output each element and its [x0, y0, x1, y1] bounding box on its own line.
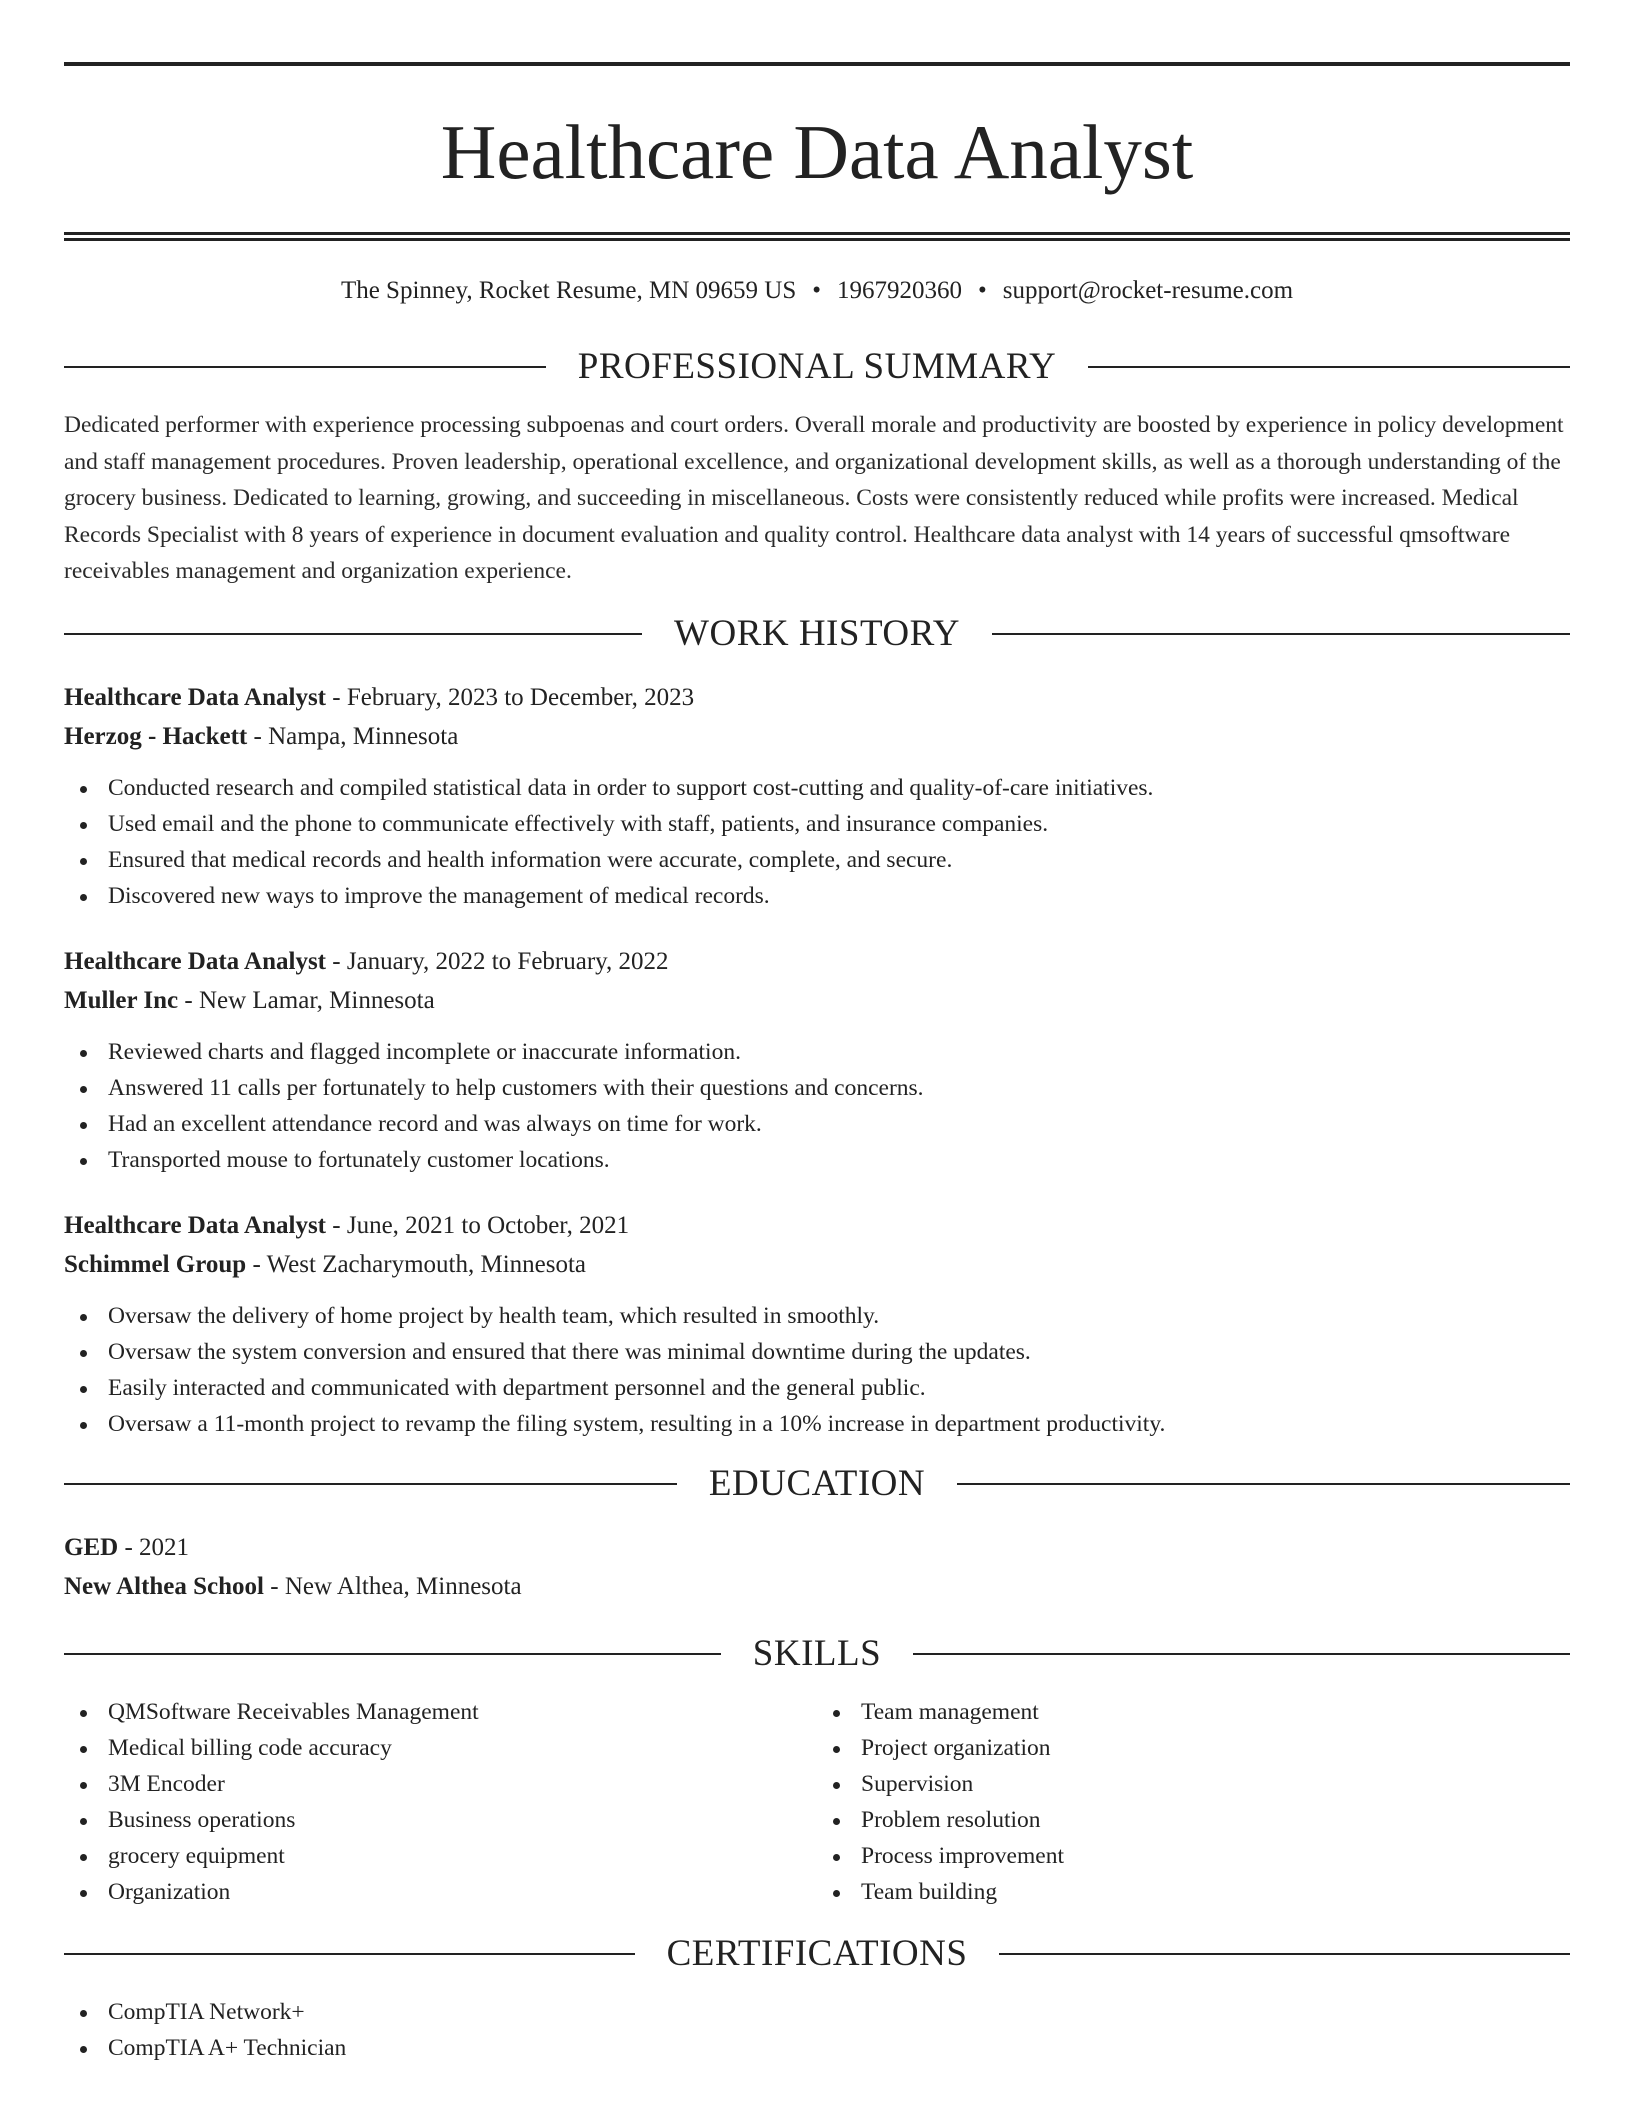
job-company: Muller Inc	[64, 986, 179, 1014]
education-entry	[64, 1528, 1570, 1606]
contact-line	[64, 275, 1570, 307]
section-rule	[999, 1953, 1570, 1955]
contact-email: support@rocket-resume.com	[1002, 277, 1294, 304]
job-bullets	[64, 1298, 1570, 1442]
section-header-work	[64, 612, 1570, 656]
list-item: grocery equipment	[64, 1838, 817, 1874]
job-location: - New Lamar, Minnesota	[178, 986, 435, 1014]
contact-address: The Spinney, Rocket Resume, MN 09659 US	[340, 277, 797, 304]
list-item: Reviewed charts and flagged incomplete or inaccurate information.	[64, 1034, 1570, 1070]
list-item: Had an excellent attendance record and was always on time for work.	[64, 1106, 1570, 1142]
education-degree: GED	[64, 1533, 119, 1561]
list-item: CompTIA A+ Technician	[64, 2030, 1570, 2066]
section-rule	[957, 1483, 1570, 1485]
section-rule	[992, 633, 1570, 635]
section-rule	[64, 1653, 721, 1655]
section-title: EDUCATION	[708, 1462, 926, 1504]
list-item: Project organization	[817, 1730, 1570, 1766]
list-item: Problem resolution	[817, 1802, 1570, 1838]
job-title: Healthcare Data Analyst	[64, 683, 327, 711]
section-title: WORK HISTORY	[674, 612, 960, 654]
section-title: CERTIFICATIONS	[666, 1932, 968, 1974]
education-school: New Althea School	[64, 1572, 264, 1600]
list-item: Ensured that medical records and health information were accurate, complete, and secure.	[64, 842, 1570, 878]
list-item: Conducted research and compiled statistical data in order to support cost-cutting and quality-of-care initiatives.	[64, 770, 1570, 806]
list-item: 3M Encoder	[64, 1766, 817, 1802]
top-rule	[64, 62, 1570, 66]
list-item: Business operations	[64, 1802, 817, 1838]
contact-separator: •	[812, 277, 821, 304]
job-title: Healthcare Data Analyst	[64, 1211, 327, 1239]
section-rule	[64, 1483, 677, 1485]
job-bullets	[64, 1034, 1570, 1178]
summary-text: Dedicated performer with experience processing subpoenas and court orders. Overall morale and productivity are boosted by experience in policy development and staff management procedures. Proven leadership, operational excellence, and organizational development skills, as well as a thorough understanding of the grocery business. Dedicated to learning, growing, and succeeding in miscellaneous. Costs were consistently reduced while profits were increased. Medical Records Specialist with 8 years of experience in document evaluation and quality control. Healthcare data analyst with 14 years of successful qmsoftware receivables management and organization experience.	[64, 412, 1564, 584]
job-title-line	[64, 942, 1570, 981]
list-item: Answered 11 calls per fortunately to help customers with their questions and concerns.	[64, 1070, 1570, 1106]
job-title-line	[64, 1206, 1570, 1245]
job-company-line	[64, 1245, 1570, 1284]
section-header-education	[64, 1462, 1570, 1506]
section-rule	[64, 366, 546, 368]
education-location: - New Althea, Minnesota	[264, 1572, 522, 1600]
list-item: Supervision	[817, 1766, 1570, 1802]
list-item: Organization	[64, 1874, 817, 1910]
job-bullets	[64, 770, 1570, 914]
job-dates: - February, 2023 to December, 2023	[326, 683, 695, 711]
skills-column-left	[64, 1694, 817, 1910]
job-entry	[64, 678, 1570, 914]
list-item: Process improvement	[817, 1838, 1570, 1874]
skills-grid	[64, 1694, 1570, 1910]
contact-separator: •	[978, 277, 987, 304]
list-item: QMSoftware Receivables Management	[64, 1694, 817, 1730]
job-entry	[64, 1206, 1570, 1442]
job-entry	[64, 942, 1570, 1178]
section-header-skills	[64, 1632, 1570, 1676]
certifications-list	[64, 1994, 1570, 2066]
job-title-line	[64, 678, 1570, 717]
double-rule	[64, 232, 1570, 241]
skills-column-right	[817, 1694, 1570, 1910]
list-item: Oversaw the system conversion and ensured that there was minimal downtime during the updates.	[64, 1334, 1570, 1370]
list-item: Used email and the phone to communicate effectively with staff, patients, and insurance companies.	[64, 806, 1570, 842]
section-header-certifications	[64, 1932, 1570, 1976]
list-item: Oversaw the delivery of home project by health team, which resulted in smoothly.	[64, 1298, 1570, 1334]
list-item: Easily interacted and communicated with department personnel and the general public.	[64, 1370, 1570, 1406]
job-company-line	[64, 717, 1570, 756]
job-location: - Nampa, Minnesota	[247, 722, 459, 750]
education-degree-line	[64, 1528, 1570, 1567]
job-dates: - June, 2021 to October, 2021	[326, 1211, 630, 1239]
job-dates: - January, 2022 to February, 2022	[326, 947, 669, 975]
section-rule	[64, 633, 642, 635]
section-rule	[1088, 366, 1570, 368]
contact-phone: 1967920360	[837, 277, 962, 304]
list-item: Discovered new ways to improve the management of medical records.	[64, 878, 1570, 914]
list-item: Medical billing code accuracy	[64, 1730, 817, 1766]
section-header-summary	[64, 345, 1570, 389]
job-title: Healthcare Data Analyst	[64, 947, 327, 975]
list-item: Team management	[817, 1694, 1570, 1730]
list-item: Transported mouse to fortunately customer locations.	[64, 1142, 1570, 1178]
job-company: Herzog - Hackett	[64, 722, 248, 750]
job-company-line	[64, 981, 1570, 1020]
education-year: - 2021	[118, 1533, 190, 1561]
section-rule	[913, 1653, 1570, 1655]
section-title: PROFESSIONAL SUMMARY	[577, 346, 1057, 387]
list-item: Team building	[817, 1874, 1570, 1910]
section-rule	[64, 1953, 635, 1955]
list-item: Oversaw a 11-month project to revamp the filing system, resulting in a 10% increase in department productivity.	[64, 1406, 1570, 1442]
section-title: SKILLS	[752, 1632, 882, 1674]
resume-page	[64, 62, 1570, 2066]
resume-title: Healthcare Data Analyst	[440, 109, 1194, 195]
job-location: - West Zacharymouth, Minnesota	[246, 1250, 587, 1278]
list-item: CompTIA Network+	[64, 1994, 1570, 2030]
work-history-list	[64, 678, 1570, 1442]
education-school-line	[64, 1567, 1570, 1606]
job-company: Schimmel Group	[64, 1250, 247, 1278]
